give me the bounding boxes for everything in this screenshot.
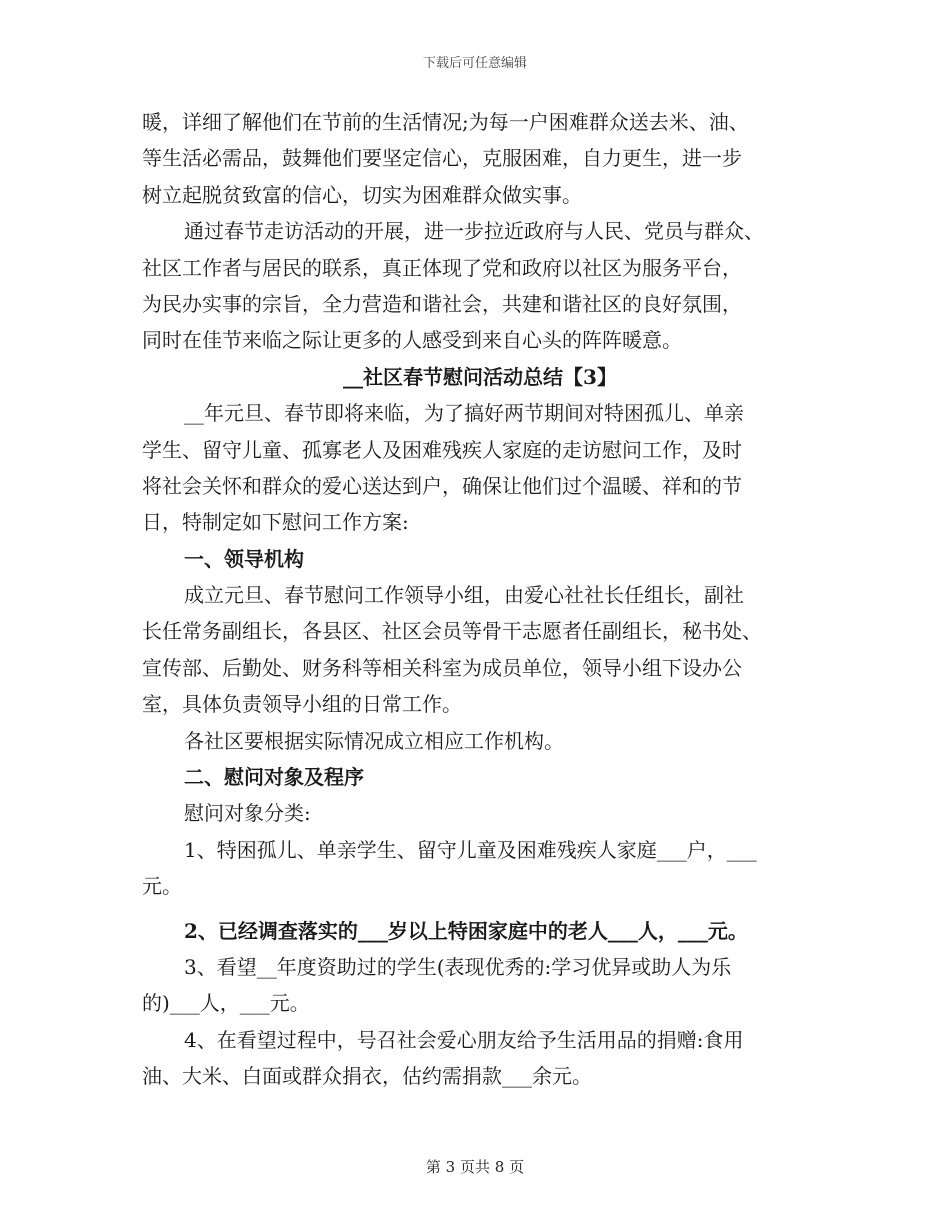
paragraph-line: 同时在佳节来临之际让更多的人感受到来自心头的阵阵暖意。 <box>142 328 682 353</box>
paragraph-line: 慰问对象分类: <box>184 801 311 826</box>
list-item-line-bold: 2、已经调查落实的___岁以上特困家庭中的老人___人，___元。 <box>184 918 748 943</box>
list-item-line: 3、看望__年度资助过的学生(表现优秀的:学习优异或助人为乐 <box>184 954 732 979</box>
list-item-line: 1、特困孤儿、单亲学生、留守儿童及困难残疾人家庭___户，___ <box>184 837 757 862</box>
page-footer: 第 3 页共 8 页 <box>425 1158 525 1176</box>
list-item-line: 的)___人，___元。 <box>142 991 310 1016</box>
list-item-line: 元。 <box>142 874 182 899</box>
paragraph-line: 各社区要根据实际情况成立相应工作机构。 <box>184 728 564 753</box>
document-body <box>142 104 818 1095</box>
paragraph-line: 日，特制定如下慰问工作方案: <box>142 510 409 535</box>
paragraph-line: 为民办实事的宗旨，全力营造和谐社会，共建和谐社区的良好氛围， <box>142 291 742 316</box>
paragraph-line: 社区工作者与居民的联系，真正体现了党和政府以社区为服务平台， <box>142 255 742 280</box>
paragraph-line: __年元旦、春节即将来临，为了搞好两节期间对特困孤儿、单亲 <box>184 401 744 426</box>
spacer <box>142 905 818 913</box>
paragraph-line: 室，具体负责领导小组的日常工作。 <box>142 692 462 717</box>
paragraph-line: 暖，详细了解他们在节前的生活情况;为每一户困难群众送去米、油、 <box>142 110 749 134</box>
section-heading: 一、领导机构 <box>184 546 304 571</box>
paragraph-line: 树立起脱贫致富的信心，切实为困难群众做实事。 <box>142 182 582 207</box>
paragraph-line: 将社会关怀和群众的爱心送达到户，确保让他们过个温暖、祥和的节 <box>142 473 742 498</box>
page-header: 下载后可任意编辑 <box>422 56 527 71</box>
section-title: __社区春节慰问活动总结【3】 <box>343 364 617 389</box>
section-heading: 二、慰问对象及程序 <box>184 765 364 790</box>
list-item-line: 4、在看望过程中，号召社会爱心朋友给予生活用品的捐赠:食用 <box>184 1027 744 1052</box>
paragraph-line: 学生、留守儿童、孤寡老人及困难残疾人家庭的走访慰问工作，及时 <box>142 437 742 462</box>
list-item-line: 油、大米、白面或群众捐衣，估约需捐款___余元。 <box>142 1064 592 1089</box>
paragraph-line: 成立元旦、春节慰问工作领导小组，由爱心社社长任组长，副社 <box>184 583 744 608</box>
paragraph-line: 长任常务副组长，各县区、社区会员等骨干志愿者任副组长，秘书处、 <box>142 619 762 644</box>
paragraph-line: 等生活必需品，鼓舞他们要坚定信心，克服困难，自力更生，进一步 <box>142 146 742 171</box>
paragraph-line: 宣传部、后勤处、财务科等相关科室为成员单位，领导小组下设办公 <box>142 655 742 680</box>
paragraph-line: 通过春节走访活动的开展，进一步拉近政府与人民、党员与群众、 <box>184 219 764 244</box>
